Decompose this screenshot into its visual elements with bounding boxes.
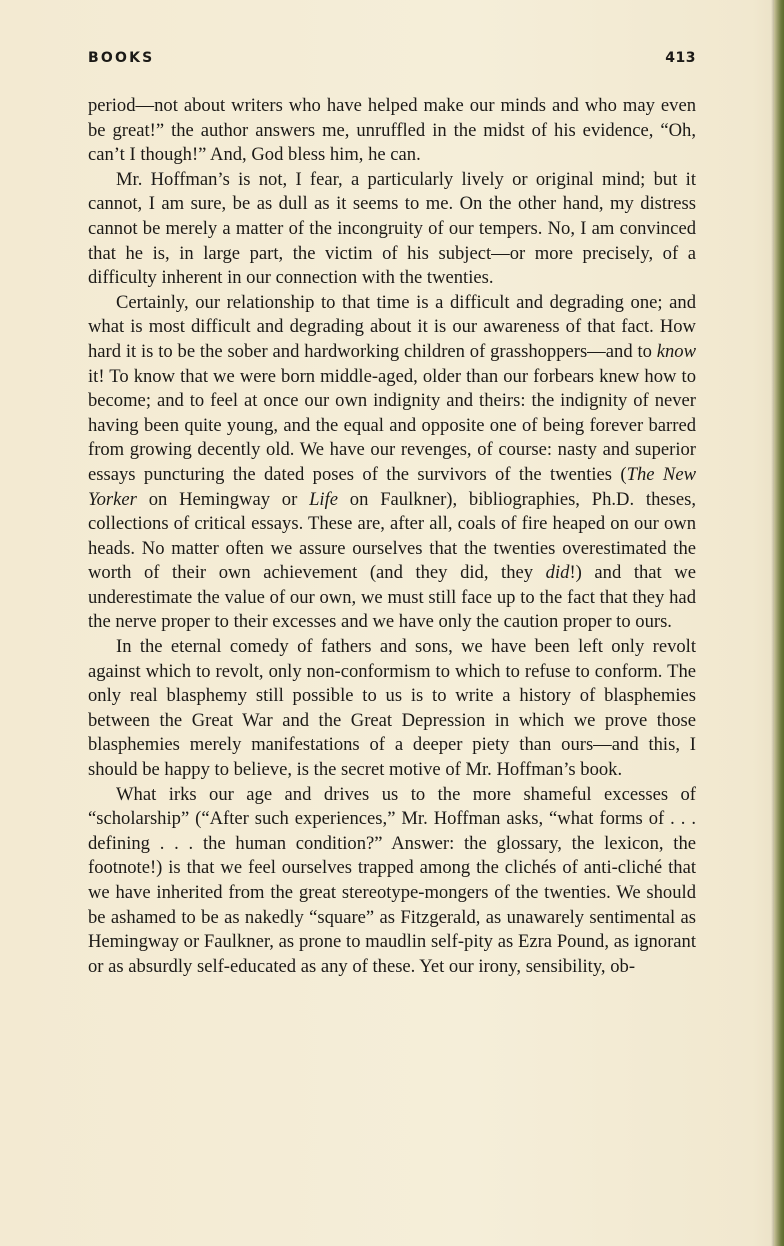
text-run: on Hemingway or [136,488,310,510]
body-text [88,94,696,979]
page-header [88,50,696,70]
paragraph [88,635,696,783]
paragraph [88,291,696,635]
text-run: it! To know that we were born middle-aged, older than our forbears knew how to become; and to feel at once our own indignity and theirs: the indignity of never having been quite young, and the equal and opposite one of being forever barred from growing decently old. We have our revenges, of course: nasty and superior essays puncturing the dated poses of the survivors of the twenties ( [88,365,696,485]
paragraph [88,94,696,168]
text-run: period—not about writers who have helped make our minds and who may even be great!” the author answers me, unruffled in the midst of his evidence, “Oh, can’t I though!” And, God bless him, he can. [88,95,696,166]
text-run: Certainly, our relationship to that time is a difficult and degrading one; and what is most difficult and degrading about it is our awareness of that fact. How hard it is to be the sober and hardworking children of grasshoppers—and to [88,291,696,362]
book-spine-edge [774,0,784,1246]
italic-text: The New Yorker [88,463,696,510]
text-run: In the eternal comedy of fathers and sons, we have been left only revolt against which to revolt, only non-conformism to which to refuse to conform. The only real blasphemy still possible to us is to write a history of blasphemies between the Great War and the Great Depression in which we prove those blasphemies merely manifestations of a deeper piety than ours—and this, I should be happy to believe, is the secret motive of Mr. Hoffman’s book. [88,636,696,781]
text-run: What irks our age and drives us to the more shameful excesses of “scholarship” (“After such experiences,” Mr. Hoffman asks, “what forms of . . . defining . . . the human condition?” Answer: the glossary, the lexicon, the footnote!) is that we feel ourselves trapped among the clichés of anti-cliché that we have inherited from the great stereotype-mongers of the twenties. We should be ashamed to be as nakedly “square” as Fitzgerald, as unawarely sentimental as Hemingway or Faulkner, as prone to maudlin self-pity as Ezra Pound, as ignorant or as absurdly self-educated as any of these. Yet our irony, sensibility, ob- [88,783,696,977]
italic-text: Life [309,488,339,510]
paragraph [88,168,696,291]
running-head: BOOKS [88,50,155,66]
italic-text: did [545,562,570,584]
text-run: on Faulkner), bibliographies, Ph.D. theses, collections of critical essays. These are, after all, coals of fire heaped on our own heads. No matter often we assure ourselves that the twenties overestimated the worth of their own achievement (and they did, they [88,488,697,584]
text-run: !) and that we underestimate the value of our own, we must still face up to the fact that they had the nerve proper to their excesses and we have only the caution proper to ours. [88,562,696,633]
italic-text: know [656,340,696,362]
paragraph [88,783,696,980]
page-number: 413 [665,50,696,66]
text-run: Mr. Hoffman’s is not, I fear, a particularly lively or original mind; but it cannot, I am sure, be as dull as it seems to me. On the other hand, my distress cannot be merely a matter of the incongruity of our tempers. No, I am convinced that he is, in large part, the victim of his subject—or more precisely, of a difficulty inherent in our connection with the twenties. [88,168,696,289]
